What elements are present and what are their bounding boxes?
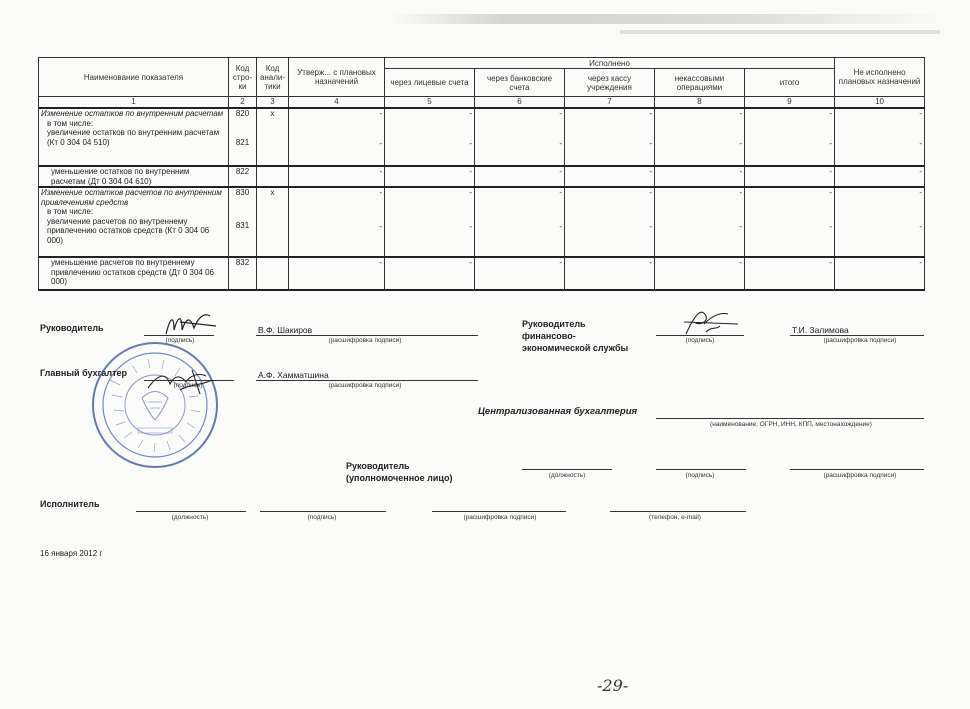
column-number: 10 (835, 97, 925, 109)
report-table (38, 57, 925, 291)
cell-unexecuted: - - (835, 187, 925, 257)
row-832-name: уменьшение расчетов по внутреннему привлечению остатков средств (Дт 0 304 06 000) (39, 257, 229, 290)
chief-accountant-sign-caption: (подпись) (173, 382, 203, 389)
header-code: Код стро-ки (229, 58, 257, 97)
official-seal-stamp (90, 340, 220, 470)
column-number: 4 (289, 97, 385, 109)
head-sign-caption: (подпись) (165, 337, 195, 344)
cell-personal: - (385, 166, 475, 187)
row-822-code: 822 (229, 166, 257, 187)
central-accounting-line (656, 418, 924, 419)
row-label (39, 187, 229, 257)
cell-noncash: - - (655, 108, 745, 166)
fin-head-label-1: Руководитель (522, 319, 586, 329)
head-name: В.Ф. Шакиров (258, 325, 313, 335)
chief-accountant-label: Главный бухгалтер (40, 368, 128, 378)
header-noncash: некассовыми операциями (655, 69, 745, 97)
row-820-code: 820 (235, 109, 250, 118)
row-831-code: 831 (235, 221, 250, 230)
header-bank-accounts: через банковские счета (475, 69, 565, 97)
chief-accountant-signature (140, 364, 220, 398)
column-number: 2 (229, 97, 257, 109)
row-821-code: 821 (235, 138, 250, 147)
row-code (229, 187, 257, 257)
cell-total: - (745, 166, 835, 187)
row-822-name: уменьшение остатков по внутренним расчетам (Дт 0 304 04 610) (39, 166, 229, 187)
chief-accountant-decode-line (256, 380, 478, 381)
row-incl-label: в том числе: (47, 118, 94, 128)
cell-cash: - - (565, 187, 655, 257)
fin-head-name: Т.И. Залимова (792, 325, 849, 335)
column-number: 8 (655, 97, 745, 109)
cell-noncash: - (655, 257, 745, 290)
column-number: 6 (475, 97, 565, 109)
row-label (39, 108, 229, 166)
executor-decode-caption: (расшифровка подписи) (463, 514, 537, 521)
head-label: Руководитель (40, 323, 104, 333)
authorized-position-caption: (должность) (548, 472, 586, 479)
chief-accountant-decode-caption: (расшифровка подписи) (328, 382, 402, 389)
head-sign-line (144, 335, 214, 336)
authorized-label-2: (уполномоченное лицо) (346, 473, 453, 483)
table-row (39, 166, 925, 187)
header-personal-accounts: через лицевые счета (385, 69, 475, 97)
header-unexecuted: Не исполнено плановых назначений (835, 58, 925, 97)
cell-bank: - (475, 166, 565, 187)
scan-artifact (390, 14, 950, 24)
row-820-name: Изменение остатков по внутренним расчетам (41, 109, 224, 118)
authorized-sign-caption: (подпись) (685, 472, 715, 479)
header-cash: через кассу учреждения (565, 69, 655, 97)
cell-total: - - (745, 187, 835, 257)
cell-unexecuted: - (835, 257, 925, 290)
executor-sign-line (260, 511, 386, 512)
row-analytics (257, 108, 289, 166)
cell-approved: - (289, 166, 385, 187)
executor-decode-line (432, 511, 566, 512)
fin-head-sign-caption: (подпись) (685, 337, 715, 344)
row-820-analytics: x (270, 109, 275, 118)
cell-noncash: - - (655, 187, 745, 257)
column-number: 7 (565, 97, 655, 109)
executor-sign-caption: (подпись) (307, 514, 337, 521)
header-approved: Утверж... с плановых назначений (289, 58, 385, 97)
row-832-code: 832 (229, 257, 257, 290)
row-821-name: увеличение остатков по внутренним расчетам (Кт 0 304 04 510) (47, 128, 220, 147)
table-header-row (39, 58, 925, 69)
executor-phone-line (610, 511, 746, 512)
row-830-analytics: x (270, 188, 275, 197)
table-row (39, 187, 925, 257)
fin-head-label-3: экономической службы (522, 343, 629, 353)
row-830-code: 830 (235, 188, 250, 197)
column-numbers-row (39, 97, 925, 109)
column-number: 1 (39, 97, 229, 109)
cell-bank: - (475, 257, 565, 290)
executor-position-caption: (должность) (171, 514, 209, 521)
head-decode-caption: (расшифровка подписи) (328, 337, 402, 344)
authorized-decode-caption: (расшифровка подписи) (823, 472, 897, 479)
header-name: Наименование показателя (39, 58, 229, 97)
cell-approved: - (289, 257, 385, 290)
chief-accountant-sign-line (144, 380, 234, 381)
fin-head-label-2: финансово- (522, 331, 576, 341)
scan-artifact (620, 30, 940, 34)
authorized-sign-line (656, 469, 746, 470)
authorized-position-line (522, 469, 612, 470)
cell-approved: - - (289, 187, 385, 257)
cell-cash: - (565, 257, 655, 290)
cell-personal: - - (385, 108, 475, 166)
chief-accountant-name: А.Ф. Хамматшина (258, 370, 329, 380)
row-analytics (257, 187, 289, 257)
header-total: итого (745, 69, 835, 97)
column-number: 9 (745, 97, 835, 109)
page-number: -29- (597, 676, 629, 695)
cell-approved: - - (289, 108, 385, 166)
row-analytics (257, 257, 289, 290)
central-accounting-caption: (наименование, ОГРН, ИНН, КПП, местонахождение) (710, 421, 872, 428)
column-number: 5 (385, 97, 475, 109)
head-decode-line (256, 335, 478, 336)
report-date: 16 января 2012 г (40, 549, 103, 558)
row-analytics (257, 166, 289, 187)
authorized-label-1: Руководитель (346, 461, 410, 471)
cell-personal: - (385, 257, 475, 290)
cell-unexecuted: - - (835, 108, 925, 166)
header-executed: Исполнено (385, 58, 835, 69)
cell-personal: - - (385, 187, 475, 257)
cell-bank: - - (475, 108, 565, 166)
cell-total: - - (745, 108, 835, 166)
executor-label: Исполнитель (40, 499, 100, 509)
fin-head-decode-caption: (расшифровка подписи) (823, 337, 897, 344)
executor-position-line (136, 511, 246, 512)
cell-cash: - - (565, 108, 655, 166)
cell-unexecuted: - (835, 166, 925, 187)
row-830-name: Изменение остатков расчетов по внутренним привлечениям средств (41, 188, 222, 207)
executor-phone-caption: (телефон, e-mail) (649, 514, 701, 521)
row-code (229, 108, 257, 166)
cell-total: - (745, 257, 835, 290)
row-831-name: увеличение расчетов по внутреннему привлечению остатков средств (Кт 0 304 06 000) (47, 216, 210, 245)
authorized-decode-line (790, 469, 924, 470)
cell-bank: - - (475, 187, 565, 257)
fin-head-sign-line (656, 335, 744, 336)
cell-noncash: - (655, 166, 745, 187)
row-incl-label: в том числе: (47, 207, 94, 216)
fin-head-decode-line (790, 335, 924, 336)
table-row (39, 257, 925, 290)
table-row (39, 108, 925, 166)
header-analytics: Код анали-тики (257, 58, 289, 97)
central-accounting-label: Централизованная бухгалтерия (478, 406, 638, 417)
cell-cash: - (565, 166, 655, 187)
column-number: 3 (257, 97, 289, 109)
